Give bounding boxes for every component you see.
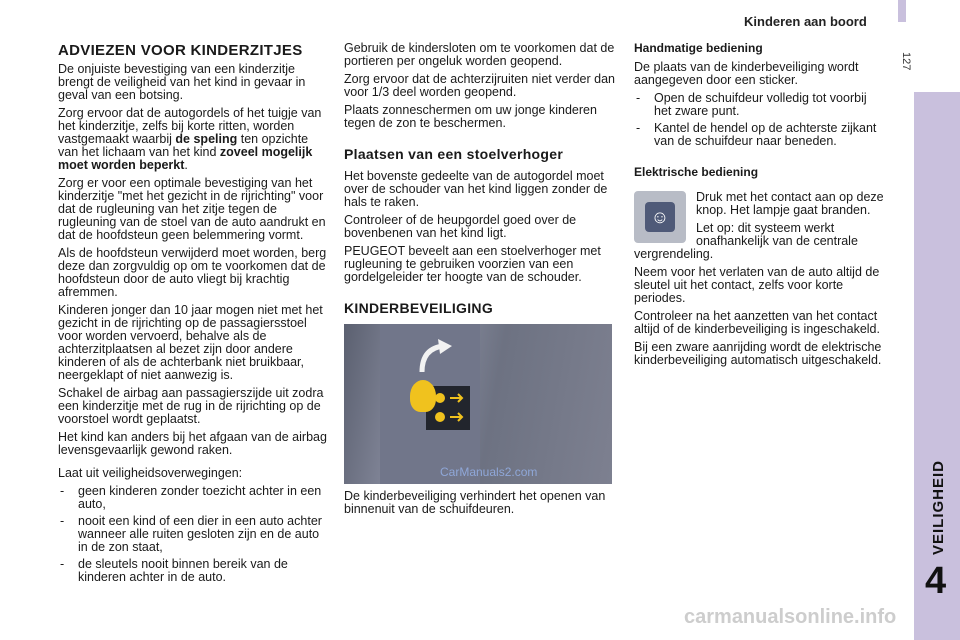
paragraph: Bij een zware aanrijding wordt de elektrische kinderbeveiliging automatisch uitgeschakeld. [634,340,882,367]
paragraph: Neem voor het verlaten van de auto altijd de sleutel uit het contact, zelfs voor korte periodes. [634,265,880,305]
list-item: - Open de schuifdeur volledig tot voorbij het zware punt. [634,92,884,118]
page-number: 127 [900,52,912,71]
paragraph: Schakel de airbag aan passagierszijde uit zodra een kinderzitje met de rug in de rijrichting op de voorstoel wordt geplaatst. [58,386,324,426]
paragraph: Plaats zonneschermen om uw jonge kinderen tegen de zon te beschermen. [344,103,597,130]
subheading-manual: Handmatige bediening [634,41,763,55]
paragraph: Druk met het contact aan op deze knop. Het lampje gaat branden. [696,190,884,217]
section-heading-booster: Plaatsen van een stoelverhoger [344,146,564,162]
paragraph: Zorg ervoor dat de achterzijruiten niet verder dan voor 1/3 deel worden geopend. [344,72,615,99]
paragraph: Zorg er voor een optimale bevestiging van het kinderzitje "met het gezicht in de rijrichting" voor dat de rugleuning van het zitje tegen de rugleuning van de stoel van de auto aandrukt en dat de hoofdsteun geen belemmering vormt. [58,176,326,242]
safety-list [58,485,330,584]
list-item: - de sleutels nooit binnen bereik van de kinderen achter in de auto. [58,558,330,584]
paragraph: Laat uit veiligheidsoverwegingen: [58,466,243,480]
chapter-side-tab [914,92,960,640]
paragraph: Het kind kan anders bij het afgaan van de airbag levensgevaarlijk gewond raken. [58,430,327,457]
section-heading-child-seats: ADVIEZEN VOOR KINDERZITJES [58,42,303,59]
child-lock-photo [344,324,612,484]
child-lock-button-image [634,191,686,243]
photo-caption: De kinderbeveiliging verhindert het openen van binnenuit van de schuifdeuren. [344,489,606,516]
paragraph: Controleer na het aanzetten van het contact altijd of de kinderbeveiliging is ingeschakeld. [634,309,880,336]
paragraph: Let op: dit systeem werkt onafhankelijk van de centrale vergrendeling. [634,221,858,261]
paragraph: De onjuiste bevestiging van een kinderzitje brengt de veiligheid van het kind in gevaar in geval van een botsing. [58,62,306,102]
footer-watermark: carmanualsonline.info [684,606,897,628]
photo-watermark: CarManuals2.com [440,465,538,479]
subheading-electric: Elektrische bediening [634,165,759,179]
list-item: - Kantel de hendel op de achterste zijkant van de schuifdeur naar beneden. [634,122,884,148]
bold-text: de speling [175,132,238,146]
column-2 [344,42,616,521]
paragraph: Controleer of de heupgordel goed over de bovenbenen van het kind ligt. [344,213,577,240]
paragraph: De plaats van de kinderbeveiliging wordt aangegeven door een sticker. [634,60,859,87]
child-lock-icon: ☺ [645,202,675,232]
paragraph: PEUGEOT beveelt aan een stoelverhoger met rugleuning te gebruiken voorzien van een gordelgeleider ter hoogte van de schouder. [344,244,601,284]
rotate-arrow-icon [414,338,454,374]
chapter-number: 4 [925,560,947,602]
running-header: Kinderen aan boord [744,14,867,29]
paragraph: Als de hoofdsteun verwijderd moet worden, berg deze dan zorgvuldig op om te voorkomen dat de hoofdsteun door de auto vliegt bij krachtig afremmen. [58,246,327,299]
chapter-label: VEILIGHEID [930,459,947,555]
list-item: - nooit een kind of een dier in een auto achter wanneer alle ruiten gesloten zijn en de auto in de zon staat, [58,515,330,554]
paragraph: Het bovenste gedeelte van de autogordel moet over de schouder van het kind liggen zonder de hals te raken. [344,169,608,209]
paragraph: Gebruik de kindersloten om te voorkomen dat de portieren per ongeluk worden geopend. [344,41,615,68]
lock-knob [410,380,436,412]
bold-text: zoveel mogelijk moet worden beperkt [58,145,313,172]
list-item: - geen kinderen zonder toezicht achter in een auto, [58,485,330,511]
paragraph: Kinderen jonger dan 10 jaar mogen niet met het gezicht in de rijrichting op de passagiersstoel voor worden vervoerd, behalve als de achterzitplaatsen al bezet zijn door andere kinderen of als de achterbank niet bruikbaar, neergeklapt of niet aanwezig is. [58,303,323,382]
column-3 [634,42,884,372]
paragraph-belt-play: Zorg ervoor dat de autogordels of het tuigje van het kinderzitje, zelfs bij korte ritten, worden vastgemaakt waarbij de speling ten opzichte van het lichaam van het kind zoveel mogelijk moet worden beperkt. [58,106,322,172]
column-1 [58,42,330,588]
header-accent-bar [898,0,906,22]
section-heading-child-lock: KINDERBEVEILIGING [344,300,494,316]
manual-steps-list [634,92,884,148]
